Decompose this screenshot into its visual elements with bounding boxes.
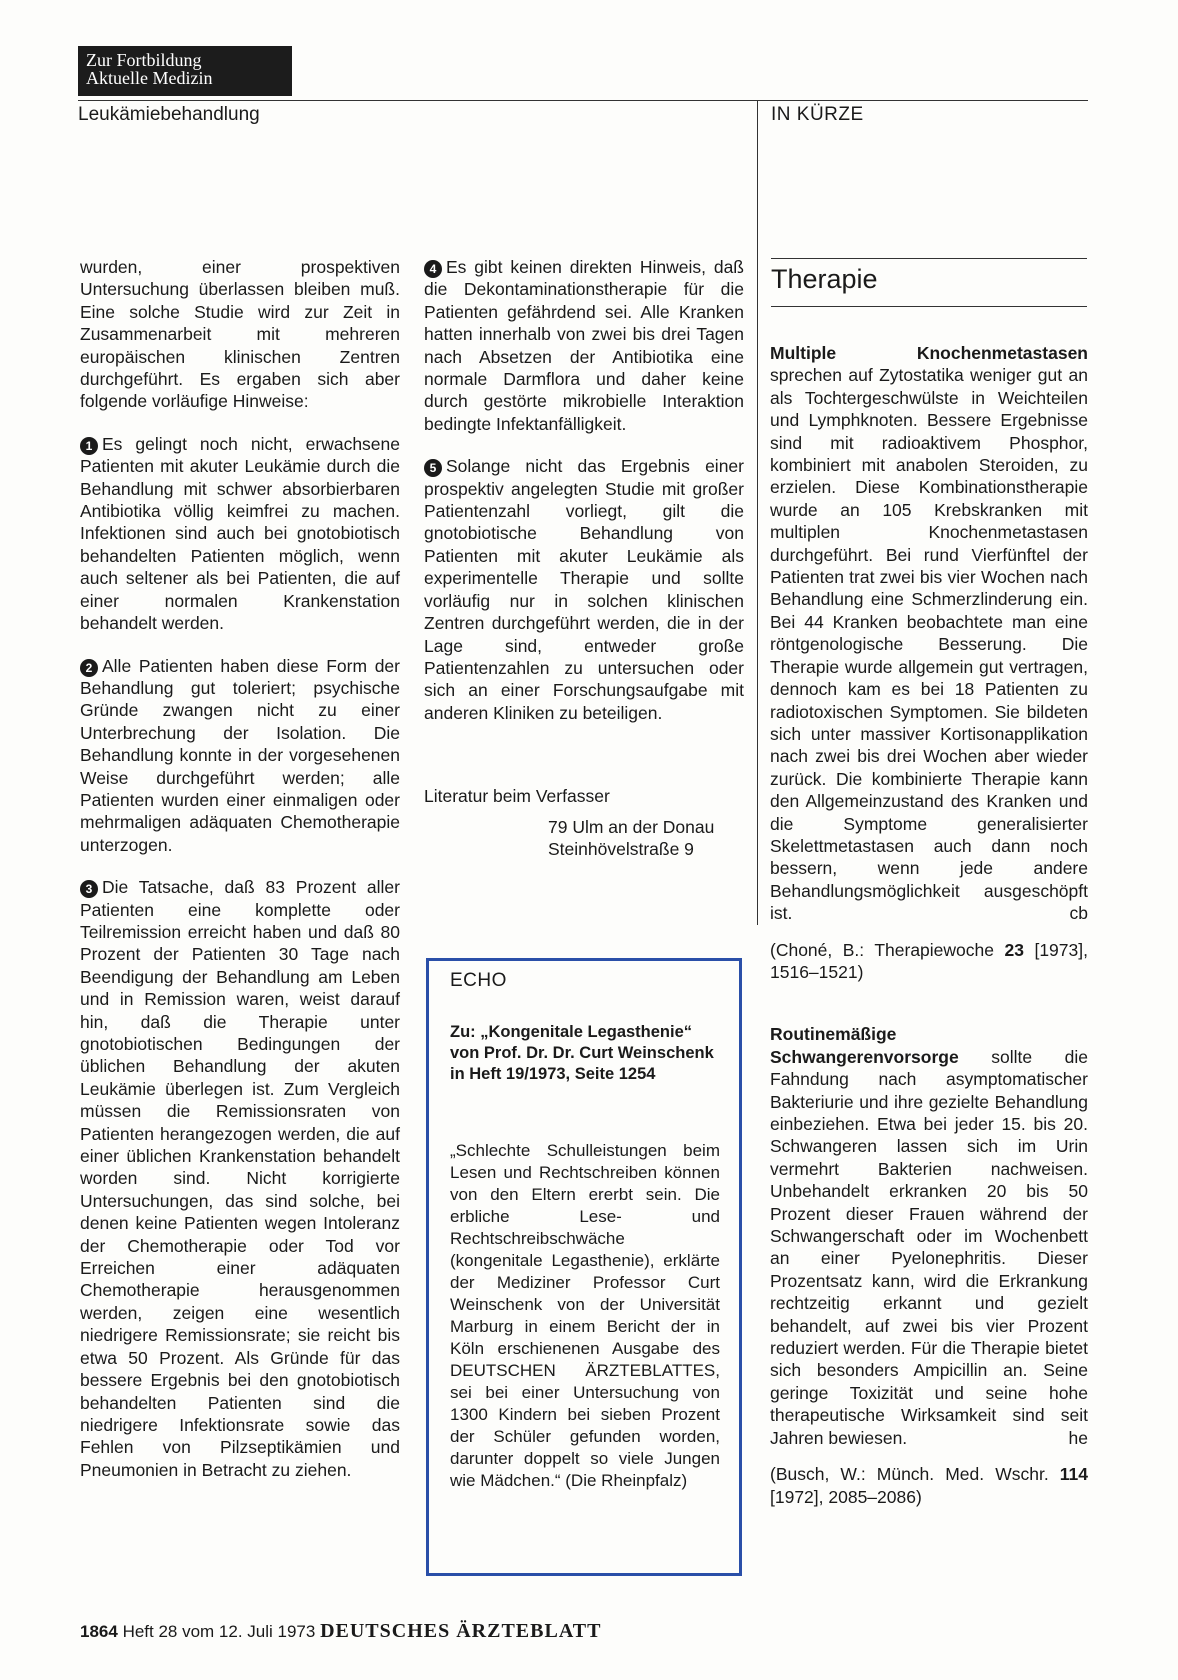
address-line: Steinhövelstraße 9 [548, 839, 694, 860]
numbered-paragraph [424, 455, 744, 724]
news-item-citation [770, 939, 1088, 984]
column-divider [757, 100, 758, 925]
echo-reference: Zu: „Kongenitale Legasthenie“ von Prof. Dr. Dr. Curt Weinschenk in Heft 19/1973, Seite 1254 [450, 1023, 714, 1083]
news-item-text: sollte die Fahndung nach asymptomatischer Bakteriurie und ihre gezielte Behandlung einbeziehen. Etwa bei jeder 15. bis 20. Schwangeren lassen sich im Urin vermehrt Bakterien nachweisen. Unbehandelt erkranken 20 bis 50 Prozent dieser Frauen während der Schwangerschaft oder im Wochenbett an einer Pyelonephritis. Dieser Prozentsatz kann, wird die Erkrankung rechtzeitig erkannt und gezielt behandelt, auf zwei bis vier Prozent reduziert werden. Für die Therapie bietet sich besonders Ampicillin an. Seine geringe Toxizität und seine hohe therapeutische Wirksamkeit sind seit Jahren bewiesen. [770, 1046, 1088, 1448]
news-item-signature: he [1068, 1427, 1088, 1448]
page-number: 1864 [80, 1622, 118, 1641]
citation-volume: 114 [1059, 1464, 1088, 1485]
therapie-title: Therapie [771, 264, 878, 294]
citation-text: [1972], 2085–2086) [770, 1486, 922, 1507]
numbered-paragraph [80, 433, 400, 635]
news-item-lead: Multiple Knochenmetastasen [770, 343, 1088, 363]
article-column-1 [80, 256, 400, 1501]
news-item-text: sprechen auf Zytostatika weniger gut an als Tochtergeschwülste in Weichteilen und Lymphknoten. Bessere Ergebnisse sind mit radioaktivem Phosphor, kombiniert mit anabolen Steroiden, zu erzielen. Diese Kombinationstherapie wurde an 105 Krebskranken mit multiplen Knochenmetastasen durchgeführt. Bei rund Vierfünftel der Patienten trat zwei bis vier Wochen nach Behandlung eine Schmerzlinderung ein. Bei 44 Kranken beobachtete man eine röntgenologische Besserung. Die Therapie wurde allgemein gut vertragen, dennoch kam es bei 18 Patienten zu radiotoxischen Symptomen. Sie bildeten sich unter massiver Kortisonapplikation nach zwei bis drei Wochen aber wieder zurück. Die kombinierte Therapie kann den Allgemeinzustand des Kranken und die Symptome generalisierter Skelettmetastasen auch dann noch bessern, wenn jede andere Behandlungsmöglichkeit ausgeschöpft ist. [770, 365, 1088, 924]
citation-text: (Busch, W.: Münch. Med. Wschr. [770, 1464, 1060, 1485]
citation-text: [1973], 1516–1521) [770, 939, 1088, 982]
journal-name: DEUTSCHES ÄRZTEBLATT [320, 1620, 602, 1642]
number-badge: 5 [424, 459, 442, 477]
numbered-paragraph [424, 256, 744, 435]
article-column-2 [424, 256, 744, 744]
issue-info: Heft 28 vom 12. Juli 1973 [122, 1622, 316, 1641]
citation-volume: 23 [1004, 939, 1024, 960]
page-footer [80, 1620, 601, 1643]
therapie-rule-top [771, 258, 1087, 259]
news-item [770, 342, 1088, 925]
numbered-paragraph [80, 655, 400, 857]
echo-quote: „Schlechte Schulleistungen beim Lesen und Rechtschreiben können von den Eltern ererbt sein. Die erbliche Lese- und Rechtschreibschwäche (kongenitale Legasthenie), erklärte der Mediziner Professor Curt Weinschenk von der Universität Marburg in einem Bericht der in Köln erschienenen Ausgabe des DEUTSCHEN ÄRZTEBLATTES, sei bei einer Untersuchung von 1300 Kindern bei sieben Prozent der Schüler gefunden worden, darunter doppelt so viele Jungen wie Mädchen.“ (Die Rheinpfalz) [450, 1141, 720, 1490]
therapie-rule-bottom [771, 306, 1087, 307]
paragraph-text: Es gelingt noch nicht, erwachsene Patienten mit akuter Leukämie durch die Behandlung mit schwer absorbierbaren Antibiotika völlig keimfrei zu machen. Infektionen sind auch bei gnotobiotisch behandelten Patienten möglich, wenn auch seltener als bei Patienten, die auf einer normalen Krankenstation behandelt werden. [80, 433, 400, 634]
badge-line-1: Zur Fortbildung [86, 50, 202, 70]
number-badge: 2 [80, 659, 98, 677]
paragraph-text: Alle Patienten haben diese Form der Behandlung gut toleriert; psychische Gründe zwangen nicht zu einer Unterbrechung der Isolation. Die Behandlung konnte in der vorgesehenen Weise durchgeführt werden; alle Patienten wurden einer einmaligen oder mehrmaligen adäquaten Chemotherapie unterzogen. [80, 655, 400, 855]
paragraph-text: Die Tatsache, daß 83 Prozent aller Patienten eine komplette oder Teilremission erreicht haben und daß 80 Prozent der Patienten 30 Tage nach Beendigung der Behandlung am Leben und in Remission waren, weist darauf hin, daß die Therapie unter gnotobiotischen Bedingungen der üblichen Behandlung der akuten Leukämie überlegen ist. Zum Vergleich müssen die Remissionsraten von Patienten herangezogen werden, die auf einer üblichen Krankenstation behandelt worden sind. Nicht korrigierte Untersuchungen, das sind solche, bei denen keine Patienten wegen Intoleranz der Chemotherapie oder Tod vor Erreichen einer adäquaten Chemotherapie herausgenommen werden, zeigen eine wesentlich niedrigere Remissionsrate; sie reicht bis etwa 50 Prozent. Als Gründe für das bessere Ergebnis bei den gnotobiotisch behandelten Patienten sind die niedrigere Infektionsrate sowie das Fehlen von Pilzseptikämien und Pneumonien in Betracht zu ziehen. [80, 877, 400, 1480]
number-badge: 3 [80, 880, 98, 898]
news-item [770, 1023, 1088, 1449]
header-rule [78, 100, 1088, 101]
number-badge: 4 [424, 260, 442, 278]
section-title-right: IN KÜRZE [771, 104, 864, 125]
citation-text: (Choné, B.: Therapiewoche [770, 939, 1005, 960]
section-badge [78, 46, 292, 96]
author-address [548, 816, 714, 861]
numbered-paragraph [80, 876, 400, 1481]
section-title-left: Leukämiebehandlung [78, 104, 260, 125]
therapie-column [770, 342, 1088, 1528]
news-item-citation [770, 1463, 1088, 1508]
echo-title: ECHO [450, 970, 507, 991]
news-item-lead: Routinemäßige Schwangerenvorsorge [770, 1024, 959, 1067]
literature-note: Literatur beim Verfasser [424, 786, 610, 806]
paragraph-text: Solange nicht das Ergebnis einer prospektiv angelegten Studie mit großer Patientenzahl vorliegt, gilt die gnotobiotische Behandlung von Patienten mit akuter Leukämie als experimentelle Therapie und sollte vorläufig nur in solchen klinischen Zentren durchgeführt werden, die in der Lage sind, entweder große Patientenzahlen zu untersuchen oder sich an einer Forschungsaufgabe mit anderen Kliniken zu beteiligen. [424, 456, 744, 723]
paragraph-text: Es gibt keinen direkten Hinweis, daß die Dekontaminationstherapie für die Patienten gefährdend sei. Alle Kranken hatten innerhalb von zwei bis drei Tagen nach Absetzen der Antibiotika eine normale Darmflora und daher keine durch gestörte mikrobielle Interaktion bedingte Infektanfälligkeit. [424, 257, 744, 434]
number-badge: 1 [80, 437, 98, 455]
address-line: 79 Ulm an der Donau [548, 817, 715, 837]
badge-line-2: Aktuelle Medizin [86, 68, 213, 88]
news-item-signature: cb [1069, 903, 1088, 924]
paragraph: wurden, einer prospektiven Untersuchung überlassen bleiben muß. Eine solche Studie wird zur Zeit in Zusammenarbeit mit mehreren europäischen klinischen Zentren durchgeführt. Es ergaben sich aber folgende vorläufige Hinweise: [80, 257, 400, 412]
